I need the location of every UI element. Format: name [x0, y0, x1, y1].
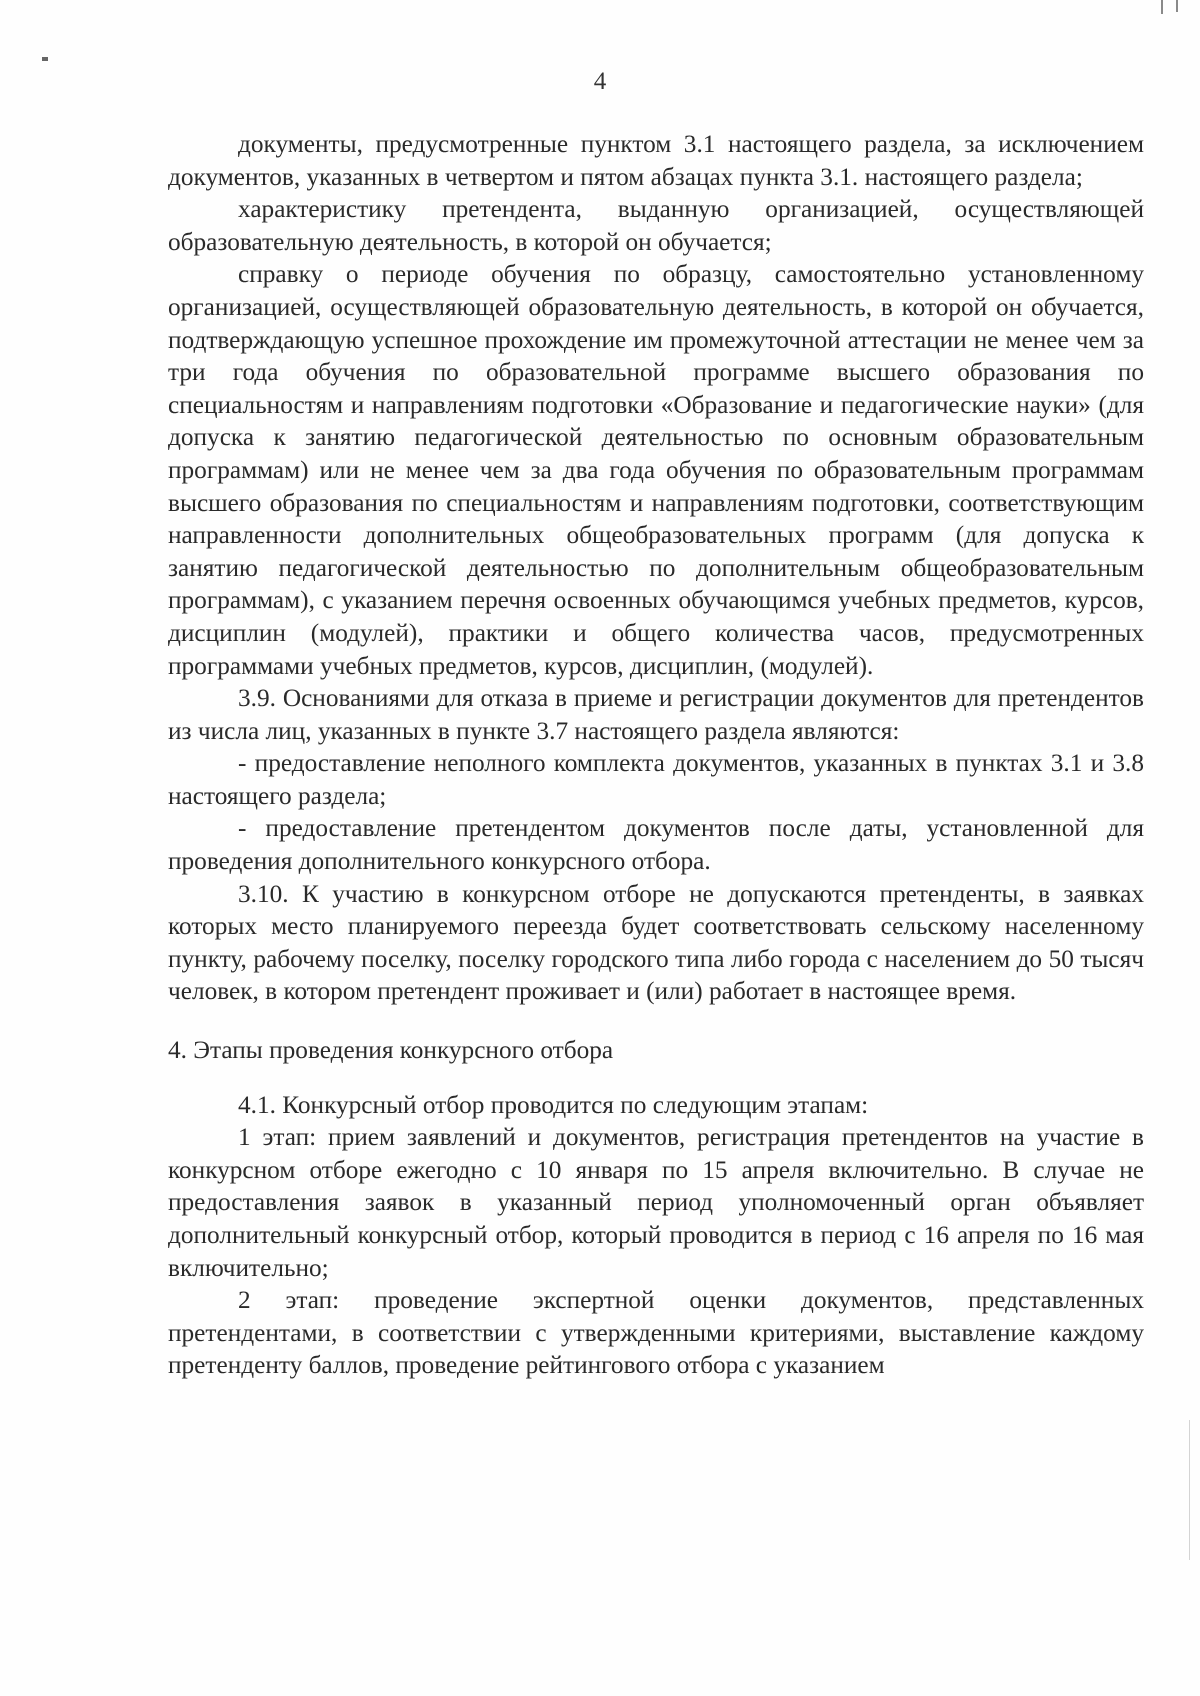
paragraph: документы, предусмотренные пунктом 3.1 настоящего раздела, за исключением документов, указанных в четвертом и пятом абзацах пункта 3.1. настоящего раздела; [168, 130, 1144, 191]
document-body [168, 128, 1144, 1382]
scan-artifact-line [1161, 0, 1163, 14]
paragraph: характеристику претендента, выданную организацией, осуществляющей образовательную деятельность, в которой он обучается; [168, 195, 1144, 256]
paragraph: справку о периоде обучения по образцу, самостоятельно установленному организацией, осуществляющей образовательную деятельность, в которой он обучается, подтверждающую успешное прохождение им промежуточной аттестации не менее чем за три года обучения по образовательной программе высшего образования по специальностям и направлениям подготовки «Образование и педагогические науки» (для допуска к занятию педагогической деятельностью по основным образовательным программам) или не менее чем за два года обучения по образовательным программам высшего образования по специальностям и направлениям подготовки, соответствующим направленности дополнительных общеобразовательных программ (для допуска к занятию педагогической деятельностью по дополнительным общеобразовательным программам), с указанием перечня освоенных обучающимся учебных предметов, курсов, дисциплин (модулей), практики и общего количества часов, предусмотренных программами учебных предметов, курсов, дисциплин, (модулей). [168, 260, 1144, 680]
scan-artifact-edge [1189, 1420, 1190, 1560]
scan-artifact-dot [42, 57, 48, 61]
paragraph: 3.10. К участию в конкурсном отборе не допускаются претенденты, в заявках которых место планируемого переезда будет соответствовать сельскому населенному пункту, рабочему поселку, поселку городского типа либо города с населением до 50 тысяч человек, в котором претендент проживает и (или) работает в настоящее время. [168, 879, 1144, 1006]
paragraph: 4.1. Конкурсный отбор проводится по следующим этапам: [238, 1090, 869, 1119]
scan-artifact-line [1176, 0, 1178, 12]
page-number: 4 [593, 68, 607, 95]
paragraph: - предоставление неполного комплекта документов, указанных в пунктах 3.1 и 3.8 настоящего раздела; [168, 749, 1144, 810]
paragraph: 3.9. Основаниями для отказа в приеме и регистрации документов для претендентов из числа лиц, указанных в пункте 3.7 настоящего раздела являются: [168, 684, 1144, 745]
paragraph: - предоставление претендентом документов после даты, установленной для проведения дополнительного конкурсного отбора. [168, 814, 1144, 876]
section-heading: 4. Этапы проведения конкурсного отбора [168, 1036, 614, 1065]
paragraph: 1 этап: прием заявлений и документов, регистрация претендентов на участие в конкурсном отборе ежегодно с 10 января по 15 апреля включительно. В случае не предоставления заявок в указанный период уполномоченный орган объявляет дополнительный конкурсный отбор, который проводится в период с 16 апреля по 16 мая включительно; [168, 1123, 1144, 1282]
paragraph: 2 этап: проведение экспертной оценки документов, представленных претендентами, в соответствии с утвержденными критериями, выставление каждому претенденту баллов, проведение рейтингового отбора с указанием [168, 1286, 1144, 1380]
